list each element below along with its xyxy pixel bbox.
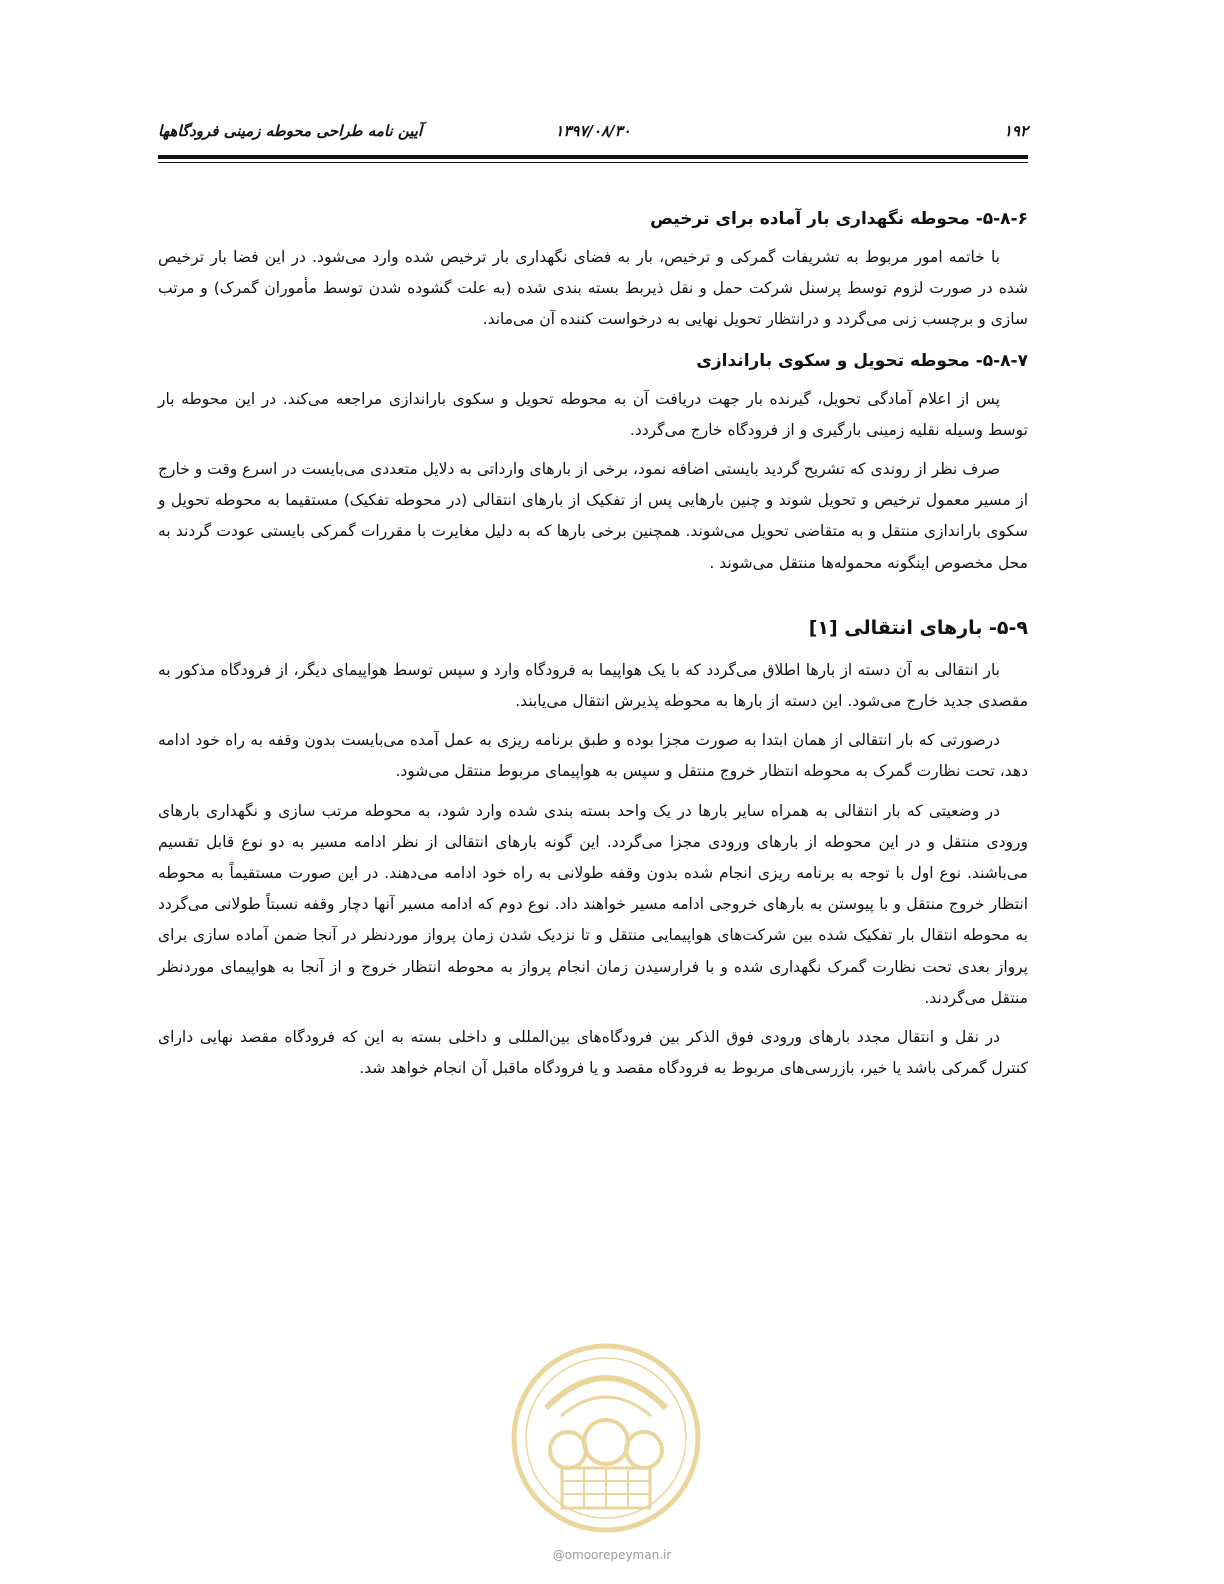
section-heading: ۵-۸-۶- محوطه نگهداری بار آماده برای ترخیص bbox=[650, 209, 1028, 229]
paragraph: درصورتی که بار انتقالی از همان ابتدا به صورت مجزا بوده و طبق برنامه ریزی به عمل آمده می‌بایست بدون وقفه به راه خود ادامه دهد، تحت نظارت گمرک به محوطه انتظار خروج منتقل و سپس به هواپیمای مربوط منتقل می‌شود. bbox=[158, 731, 1028, 781]
section-heading: ۵-۸-۷- محوطه تحویل و سکوی باراندازی bbox=[696, 350, 1028, 371]
header-date: ۱۳۹۷/۰۸/۳۰ bbox=[555, 122, 631, 140]
paragraph: در نقل و انتقال مجدد بارهای ورودی فوق الذکر بین فرودگاه‌های بین‌المللی و داخلی بسته به این که فرودگاه مقصد نهایی دارای کنترل گمرکی باشد یا خیر، بازرسی‌های مربوط به فرودگاه مقصد و یا فرودگاه ماقبل آن انجام خواهد شد. bbox=[158, 1028, 1028, 1078]
paragraph: در وضعیتی که بار انتقالی به همراه سایر بارها در یک واحد بسته بندی شده وارد شود، به محوطه مرتب سازی و نگهداری بارهای ورودی منتقل و در این محوطه از بارهای ورودی مجزا می‌گردد. این گونه بارهای انتقالی از نظر ادامه مسیر به دو نوع قابل تقسیم می‌باشند. نوع اول با توجه به برنامه ریزی انجام شده بدون وقفه طولانی به راه خود ادامه می‌دهند. در این صورت مستقیماً به محوطه انتظار خروج منتقل و با پیوستن به بارهای خروجی ادامه مسیر خواهند داد. نوع دوم که ادامه مسیر آنها دچار وقفه نسبتاً طولانی می‌گردد به محوطه انتقال بار تفکیک شده بین شرکت‌های هواپیمایی منتقل و تا نزدیک شدن زمان پرواز موردنظر در آنجا ضمن آماده سازی برای پرواز بعدی تحت نظارت گمرک نگهداری شده و با فرارسیدن زمان انجام پرواز به محوطه انتظار خروج و از آنجا به هواپیمای موردنظر منتقل می‌گردند. bbox=[158, 801, 1028, 1007]
header-title: آیین نامه طراحی محوطه زمینی فرودگاهها bbox=[158, 122, 423, 140]
header-rule-thick bbox=[158, 155, 1028, 159]
document-body bbox=[158, 196, 1028, 1084]
paragraph: صرف نظر از روندی که تشریح گردید بایستی اضافه نمود، برخی از بارهای وارداتی به دلایل متعددی می‌بایست در اسرع وقت و خارج از مسیر معمول ترخیص و تحویل شوند و چنین بارهایی پس از تفکیک از بارهای انتقالی (در محوطه تفکیک) مستقیما به محوطه تحویل و سکوی باراندازی منتقل و به متقاضی تحویل می‌شوند. همچنین برخی بارها که به دلیل مغایرت با مقررات گمرکی بایستی عودت گردند به محل مخصوص اینگونه محموله‌ها منتقل می‌شوند . bbox=[158, 460, 1028, 572]
section-heading: ۵-۹- بارهای انتقالی [۱] bbox=[808, 616, 1028, 639]
page-number: ۱۹۲ bbox=[1003, 122, 1028, 140]
header-rule-thin bbox=[158, 162, 1028, 163]
paragraph: بار انتقالی به آن دسته از بارها اطلاق می‌گردد که با یک هواپیما به فرودگاه وارد و سپس توسط هواپیمای دیگر، از فرودگاه مذکور به مقصدی جدید خارج می‌شود. این دسته از بارها به محوطه پذیرش انتقال می‌یابند. bbox=[158, 660, 1028, 711]
paragraph: با خاتمه امور مربوط به تشریفات گمرکی و ترخیص، بار به فضای نگهداری بار ترخیص شده وارد می‌شود. در این فضا بار ترخیص شده در صورت لزوم توسط پرسنل شرکت حمل و نقل ذیربط بسته بندی شده (به علت گشوده شدن توسط مأموران گمرک) و مرتب سازی و برچسب زنی می‌گردد و درانتظار تحویل نهایی به درخواست کننده آن می‌ماند. bbox=[158, 248, 1028, 329]
watermark-logo bbox=[506, 1338, 706, 1538]
watermark-url: @omoorepeyman.ir bbox=[552, 1548, 672, 1562]
running-header bbox=[158, 122, 1028, 144]
paragraph: پس از اعلام آمادگی تحویل، گیرنده بار جهت دریافت آن به محوطه تحویل و سکوی باراندازی مراجعه می‌کند. در این محوطه بار توسط وسیله نقلیه زمینی بارگیری و از فرودگاه خارج می‌گردد. bbox=[158, 389, 1028, 439]
